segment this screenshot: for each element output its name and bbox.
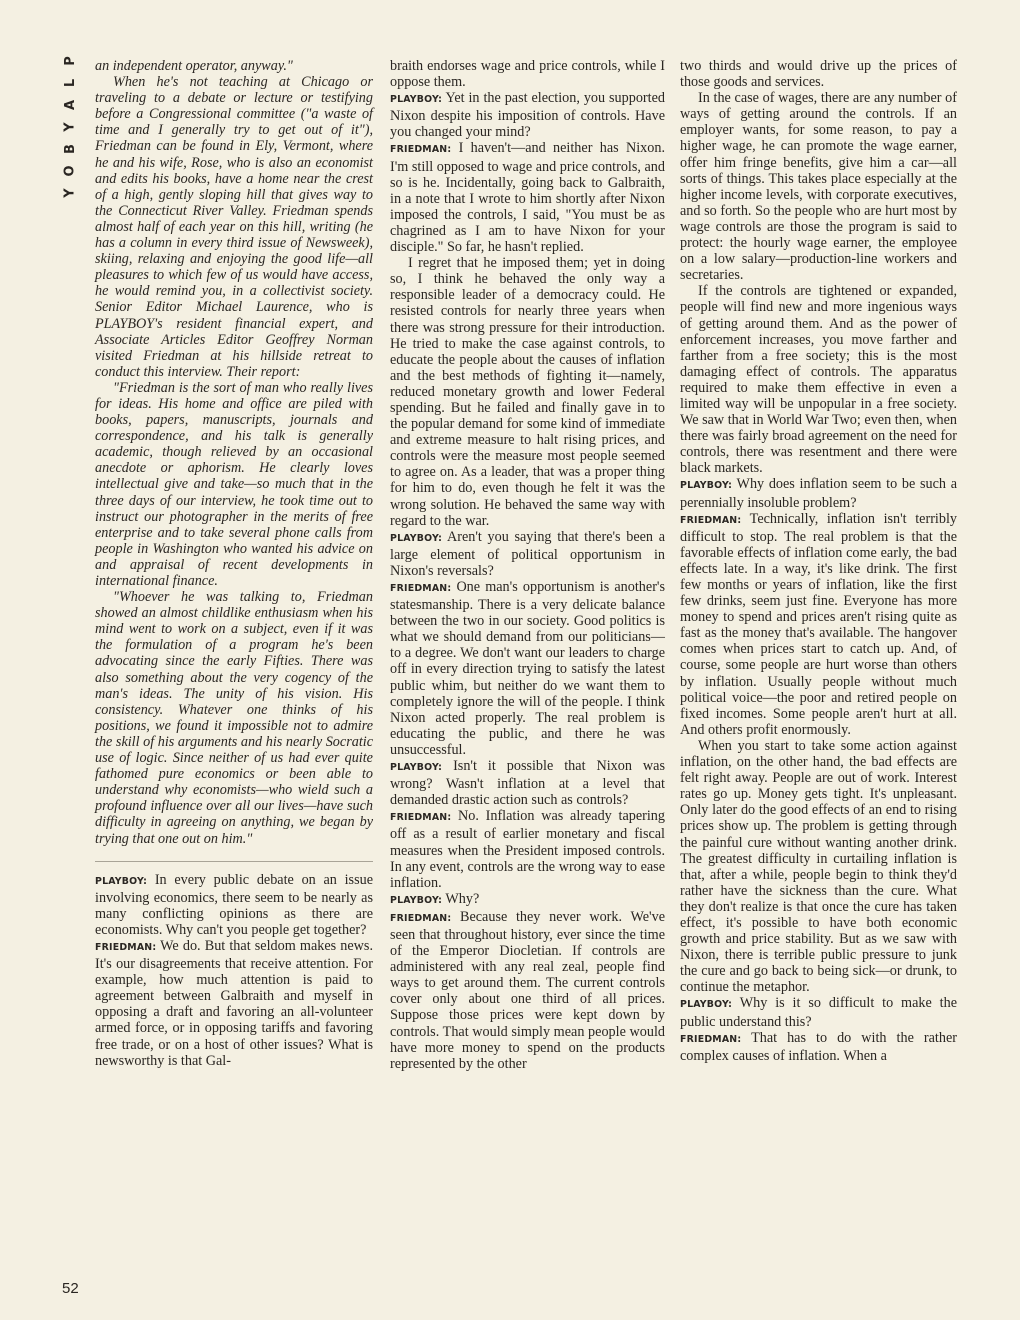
paragraph-text: I regret that he imposed them; yet in doing so, I think he behaved the only way a responsible leader of a democracy could. He resisted controls for nearly three years when there was strong pressure for their introduction. He tried to make the case against controls, to educate the people about the causes of inflation and the best methods of fighting it—namely, reduced monetary growth and lower Federal spending. But he failed and finally gave in to the popular demand for some kind of immediate and extreme measure to halt rising prices, and controls were the measure most people seemed to agree on. As a leader, that was a proper thing for him to do, even though he felt it was the wrong solution. He behaved the same way with regard to the war. (390, 255, 665, 529)
page-number: 52 (62, 1280, 79, 1297)
paragraph-text: Yet in the past election, you supported Nixon despite his imposition of controls. Have you changed your mind? (390, 90, 665, 141)
intro-paragraph: an independent operator, anyway." (95, 58, 293, 74)
speaker-label: FRIEDMAN: (95, 941, 157, 953)
paragraph-text: When you start to take some action against inflation, on the other hand, the bad effects are felt right away. People are out of work. Interest rates go up. Money gets tight. It's unpleasant. Only later do the good effects of an end to rising prices show up. The problem is getting through the painful cure without wanting another drink. The greatest difficulty in curtailing inflation is that, after a while, people begin to think they'd rather have the sickness than the cure. What they don't realize is that once the cure has taken effect, it's possible to have both economic growth and price stability. But as we saw with Nixon, there is terrible public pressure to junk the cure and go back to being sick—or drunk, to continue the metaphor. (680, 737, 957, 996)
interview-paragraph (95, 938, 373, 1069)
paragraph-text: Why? (445, 890, 480, 907)
masthead-letter: B (62, 144, 78, 154)
interview-paragraph (680, 476, 957, 510)
magazine-masthead-vertical (60, 50, 82, 204)
interview-paragraph (390, 909, 665, 1072)
paragraph-text: Why does inflation seem to be such a perennially insoluble problem? (680, 476, 957, 511)
intro-paragraph: "Whoever he was talking to, Friedman showed an almost childlike enthusiasm when his mind went to work on a subject, even if it was the formulation of a program he's been advocating since the early Fifties. There was also something about the very cogency of the man's ideas. The unity of his vision. His consistency. Whatever one thinks of his positions, we found it impossible not to admire the skill of his arguments and his nearly Socratic use of logic. Since neither of us had ever quite fathomed pure economics or been able to understand why economists—who wield such a profound influence over all our lives—have such difficulty in agreeing on anything, we began by trying that one out on him." (95, 589, 373, 847)
intro-paragraph: "Friedman is the sort of man who really lives for ideas. His home and office are piled with books, papers, manuscripts, journals and correspondence, and his talk is generally academic, though relieved by an occasional anecdote or aphorism. He clearly loves intellectual give and take—so much that in the three days of our interview, he took time out to instruct our photographer in the merits of free enterprise and to take several phone calls from people in Washington who wanted his advice on and appraisal of recent developments in international finance. (95, 379, 373, 589)
paragraph-text: In every public debate on an issue involving economics, there seem to be nearly as many conflicting opinions as there are economists. Why can't you people get together? (95, 871, 373, 938)
masthead-letter: L (62, 78, 78, 88)
intro-text (95, 58, 373, 847)
interview-paragraph (390, 808, 665, 890)
paragraph-text: Isn't it possible that Nixon was wrong? Wasn't inflation at a level that demanded drastic action such as controls? (390, 758, 665, 809)
speaker-label: FRIEDMAN: (390, 912, 452, 924)
paragraph-text: Why is it so difficult to make the public understand this? (680, 995, 958, 1030)
paragraph-text: In the case of wages, there are any number of ways of getting around the controls. If an employer wants, for some reason, to pay a higher wage, he can promote the wage earner, offer him fringe benefits, give him a car—all sorts of things. This takes place especially at the higher income levels, with corporate executives, and so forth. So the people who are hurt most by wage controls are those the program is said to protect: the hourly wage earner, the employee on a low salary—production-line workers and secretaries. (680, 90, 957, 284)
interview-paragraph (390, 90, 665, 140)
paragraph-text: braith endorses wage and price controls, while I oppose them. (390, 58, 665, 91)
masthead-letter: O (63, 165, 78, 177)
speaker-label: PLAYBOY: (95, 875, 148, 887)
intro-paragraph: When he's not teaching at Chicago or traveling to a debate or lecture or testifying before a Congressional committee ("a waste of time and I generally try to get out of it"), Friedman can be found in Ely, Vermont, where he and his wife, Rose, who is also an economist and edits his books, have a home near the crest of a high, gently sloping hill that gives way to the Connecticut River Valley. Friedman spends almost half of each year on this hill, writing (he has a column in every third issue of Newsweek), skiing, relaxing and enjoying the good life—all pleasures to which few of us would have access, he would remind you, in a collectivist society. Senior Editor Michael Laurence, who is PLAYBOY's resident financial expert, and Associate Articles Editor Geoffrey Norman visited Friedman at his hillside retreat to conduct this interview. Their report: (95, 74, 373, 380)
masthead-letter: Y (62, 122, 78, 132)
interview-paragraph (680, 738, 957, 996)
speaker-label: PLAYBOY: (680, 480, 733, 492)
paragraph-text: Aren't you saying that there's been a large element of political opportunism in Nixon's reversals? (390, 528, 665, 579)
interview-paragraph (680, 995, 957, 1029)
interview-paragraph (680, 58, 957, 90)
paragraph-text: No. Inflation was already tapering off as a result of earlier monetary and fiscal measures when the President imposed controls. In any event, controls are the wrong way to ease inflation. (390, 808, 665, 891)
speaker-label: FRIEDMAN: (680, 1033, 742, 1045)
speaker-label: FRIEDMAN: (680, 514, 742, 526)
speaker-label: FRIEDMAN: (390, 812, 452, 824)
paragraph-text: One man's opportunism is another's statesmanship. There is a very delicate balance between the two in our society. Good politics is what we should demand from our politicians—to a degree. We don't want our leaders to charge off in every direction trying to satisfy the latest public whim, but neither do we want them to completely ignore the will of the people. I think Nixon acted properly. The real problem is educating the public, and there he was unsuccessful. (390, 579, 665, 758)
speaker-label: PLAYBOY: (390, 532, 443, 544)
interview-paragraph (390, 891, 665, 909)
interview-paragraph (680, 1030, 957, 1064)
interview-paragraph (390, 255, 665, 529)
column-3 (680, 58, 957, 1064)
interview-paragraph (680, 90, 957, 283)
speaker-label: PLAYBOY: (680, 999, 733, 1011)
paragraph-text: two thirds and would drive up the prices of those goods and services. (680, 58, 957, 91)
interview-paragraph (390, 529, 665, 579)
interview-paragraph (680, 283, 957, 476)
paragraph-text: If the controls are tightened or expanded, people will find new and more ingenious ways of getting around them. And as the power of enforcement increases, you move farther and farther from a free society; this is the most damaging effect of controls. The apparatus required to make them effective in even a limited way will be unpopular in a free society. We saw that in World War Two; even then, when there was fairly broad agreement on the need for controls, there was resentment and there were black markets. (680, 283, 957, 477)
masthead-letter: A (63, 99, 78, 111)
column-2 (390, 58, 665, 1072)
masthead-letter: Y (62, 188, 78, 198)
interview-paragraph (390, 758, 665, 808)
interview-paragraph (390, 579, 665, 758)
column-1 (95, 58, 373, 1069)
paragraph-text: I haven't—and neither has Nixon. I'm still opposed to wage and price controls, and so is he. Incidentally, going back to Galbraith, in a note that I wrote to him shortly after Nixon imposed the controls, I said, "You must be as chagrined as I am to have Nixon for your disciple." So far, he hasn't replied. (390, 140, 665, 256)
interview-paragraph (95, 872, 373, 938)
paragraph-text: We do. But that seldom makes news. It's our disagreements that receive attention. For example, how much attention is paid to agreement between Galbraith and myself in opposing a draft and favoring an all-volunteer armed force, or in opposing tariffs and favoring free trade, or on a host of other issues? What is newsworthy is that Gal- (95, 937, 373, 1069)
interview-paragraph (390, 140, 665, 255)
interview-qa-column-1 (95, 872, 373, 1069)
masthead-letter: P (63, 56, 78, 66)
interview-paragraph (680, 511, 957, 738)
speaker-label: FRIEDMAN: (390, 583, 452, 594)
interview-paragraph (390, 58, 665, 90)
section-divider (95, 861, 373, 862)
paragraph-text: That has to do with the rather complex causes of inflation. When a (680, 1029, 957, 1064)
paragraph-text: Technically, inflation isn't terribly difficult to stop. The real problem is that the favorable effects of inflation come early, the bad effects late. In a way, it's like drink. The first few months or years of inflation, like the first few drinks, seem just fine. Everyone has more money to spend and prices aren't rising quite as fast as the money that's available. The hangover comes when prices start to catch up. And, of course, some people are hurt worse than others by inflation. Usually people without much political voice—the poor and retired people on fixed incomes. Some people aren't hurt at all. And others profit enormously. (680, 510, 957, 738)
speaker-label: FRIEDMAN: (390, 144, 452, 156)
paragraph-text: Because they never work. We've seen that throughout history, ever since the time of the Emperor Diocletian. If controls are administered with any real zeal, people find ways to get around them. The current controls cover only about one third of all prices. Suppose those prices were kept down by controls. That would simply mean people would have more money to spend on the products represented by the other (390, 908, 665, 1072)
speaker-label: PLAYBOY: (390, 94, 443, 106)
speaker-label: PLAYBOY: (390, 762, 443, 774)
speaker-label: PLAYBOY: (390, 894, 443, 906)
